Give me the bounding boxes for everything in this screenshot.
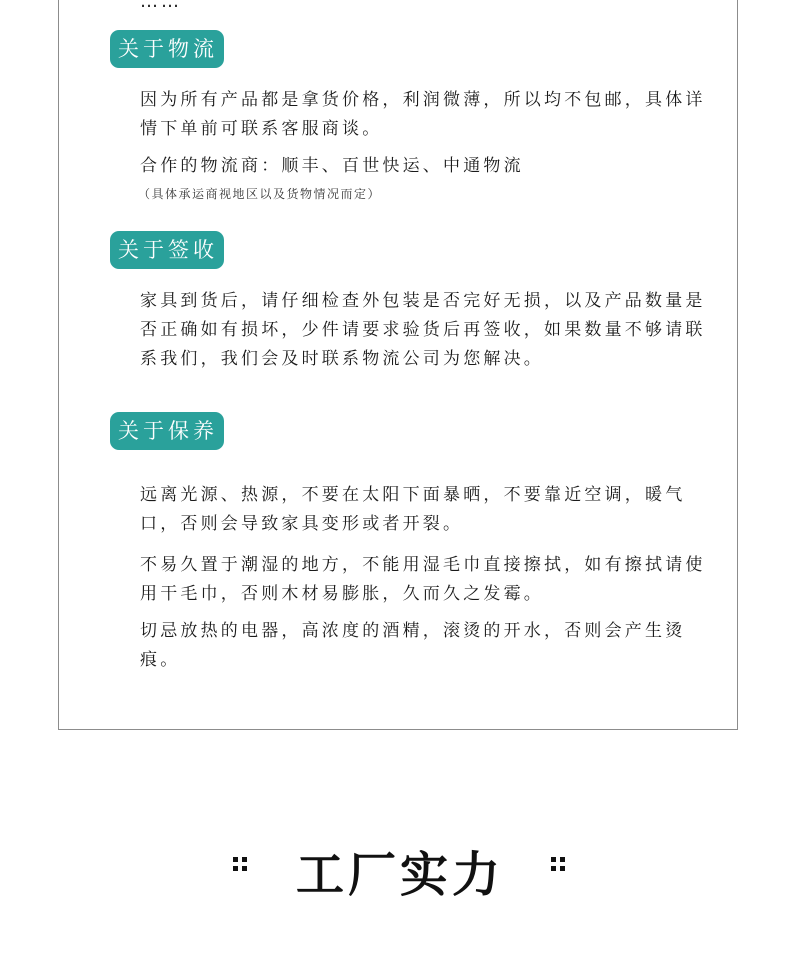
logistics-paragraph: 因为所有产品都是拿货价格，利润微薄，所以均不包邮，具体详情下单前可联系客服商谈。 (140, 90, 706, 139)
maintenance-paragraph-2: 不易久置于潮湿的地方，不能用湿毛巾直接擦拭，如有擦拭请使用干毛巾，否则木材易膨胀，久而久之发霉。 (140, 555, 706, 604)
logistics-note: （具体承运商视地区以及货物情况而定） (138, 187, 382, 201)
logistics-carriers: 合作的物流商：顺丰、百世快运、中通物流 (140, 156, 524, 176)
maintenance-tag: 关于保养 (110, 412, 224, 450)
cut-off-text: …… (140, 0, 182, 12)
receipt-tag: 关于签收 (110, 231, 224, 269)
maintenance-paragraph-3: 切忌放热的电器，高浓度的酒精，滚烫的开水，否则会产生烫痕。 (140, 621, 686, 670)
receipt-paragraph: 家具到货后，请仔细检查外包装是否完好无损，以及产品数量是否正确如有损坏，少件请要求验货后再签收，如果数量不够请联系我们，我们会及时联系物流公司为您解决。 (140, 291, 706, 369)
maintenance-paragraph-1: 远离光源、热源，不要在太阳下面暴晒，不要靠近空调，暖气口，否则会导致家具变形或者开裂。 (140, 485, 686, 534)
right-dots-icon (551, 857, 567, 873)
factory-strength-title: 工厂实力 (295, 847, 504, 903)
logistics-tag: 关于物流 (110, 30, 224, 68)
